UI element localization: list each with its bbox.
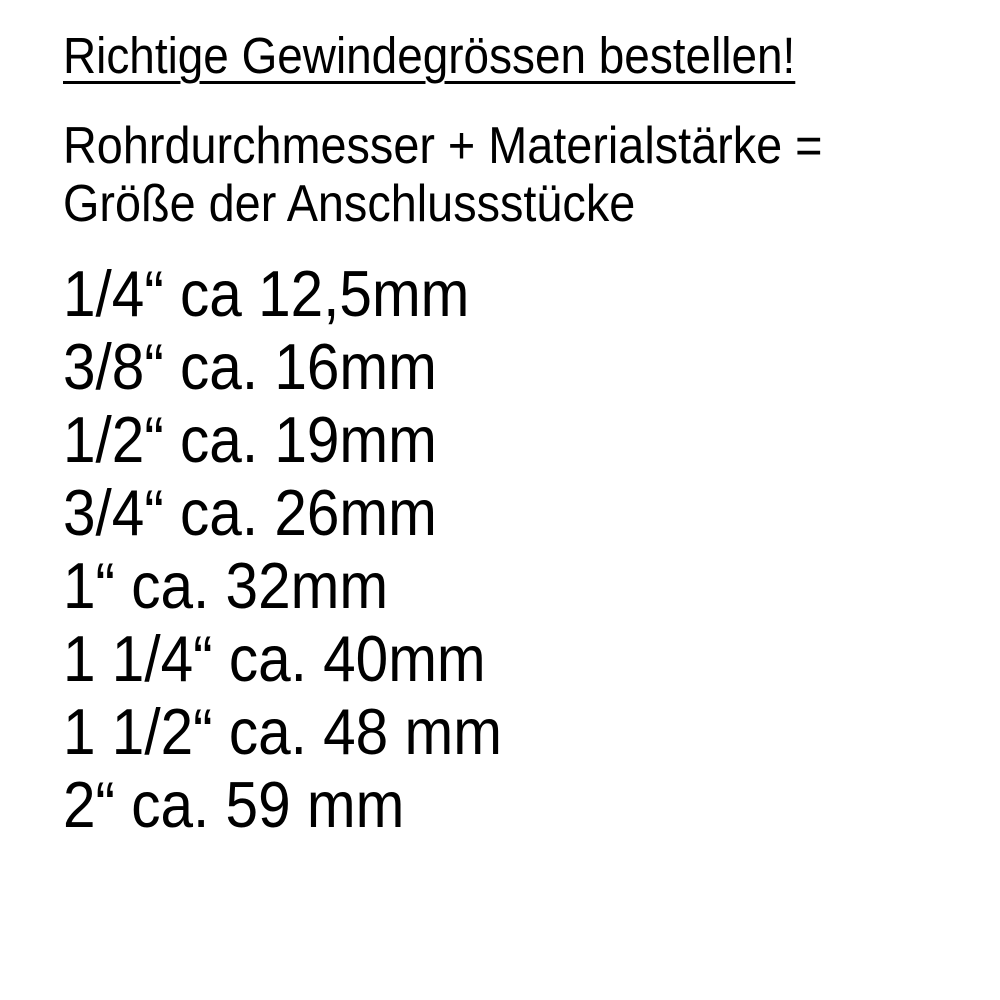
size-row: 1“ ca. 32mm (63, 549, 389, 623)
subtitle-line-1: Rohrdurchmesser + Materialstärke = (63, 117, 823, 175)
size-row: 1/4“ ca 12,5mm (63, 257, 470, 331)
subtitle-line-2: Größe der Anschlussstücke (63, 175, 636, 234)
size-row: 1 1/2“ ca. 48 mm (63, 695, 502, 769)
size-list (63, 257, 1000, 841)
size-row: 2“ ca. 59 mm (63, 768, 405, 842)
size-row: 3/4“ ca. 26mm (63, 476, 437, 550)
size-row: 3/8“ ca. 16mm (63, 330, 437, 404)
size-row: 1 1/4“ ca. 40mm (63, 622, 486, 696)
subtitle (63, 117, 1000, 233)
page-title: Richtige Gewindegrössen bestellen! (63, 27, 796, 84)
size-row: 1/2“ ca. 19mm (63, 403, 437, 477)
